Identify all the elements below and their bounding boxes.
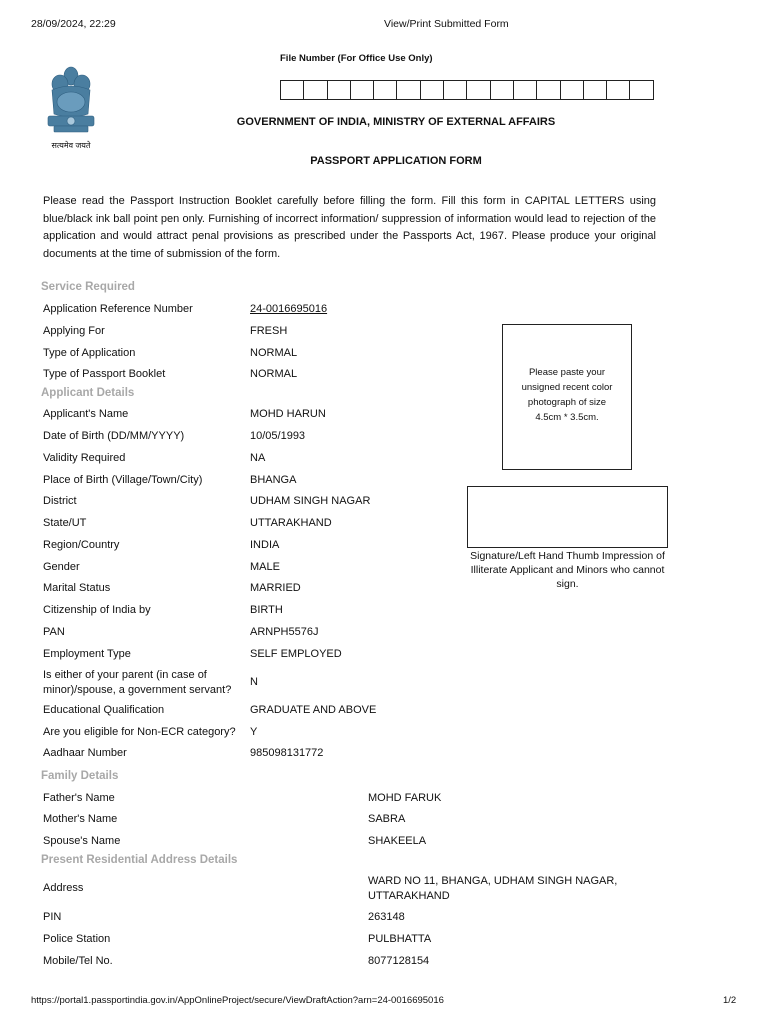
file-number-box xyxy=(420,80,444,100)
file-number-box xyxy=(350,80,374,100)
file-number-box xyxy=(536,80,560,100)
label-citizenship: Citizenship of India by xyxy=(43,604,151,616)
file-number-box xyxy=(606,80,630,100)
file-number-box xyxy=(490,80,514,100)
value-date-of-birth: 10/05/1993 xyxy=(250,430,306,442)
value-region-country: INDIA xyxy=(250,539,280,551)
form-title: PASSPORT APPLICATION FORM xyxy=(310,155,482,167)
label-parent-govt-servant: Is either of your parent (in case of minor)/spouse, a government servant? xyxy=(43,669,232,696)
label-validity-required: Validity Required xyxy=(43,452,126,464)
label-marital-status: Marital Status xyxy=(43,582,111,594)
value-mobile: 8077128154 xyxy=(368,955,430,967)
section-applicant-details: Applicant Details xyxy=(41,387,135,399)
label-non-ecr: Are you eligible for Non-ECR category? xyxy=(43,726,236,738)
file-number-box xyxy=(373,80,397,100)
instructions-paragraph: Please read the Passport Instruction Booklet carefully before filling the form. Fill this form in CAPITAL LETTERS using blue/black ink ball point pen only. Furnishing of incorrect information/ suppression of information would lead to rejection of the application and would attract penal provisions as prescribed under the Passports Act, 1967. Please produce your original documents at the time of submission of the form. xyxy=(43,195,656,260)
value-aadhaar: 985098131772 xyxy=(250,747,324,759)
file-number-boxes xyxy=(280,80,654,100)
value-marital-status: MARRIED xyxy=(250,582,301,594)
label-employment-type: Employment Type xyxy=(43,648,131,660)
label-passport-booklet: Type of Passport Booklet xyxy=(43,368,166,380)
value-place-of-birth: BHANGA xyxy=(250,474,297,486)
file-number-box xyxy=(327,80,351,100)
file-number-box xyxy=(280,80,304,100)
value-application-reference: 24-0016695016 xyxy=(250,303,328,315)
file-number-box xyxy=(396,80,420,100)
file-number-box xyxy=(583,80,607,100)
value-validity-required: NA xyxy=(250,452,266,464)
footer-url: https://portal1.passportindia.gov.in/AppOnlineProject/secure/ViewDraftAction?arn=24-0016695016 xyxy=(31,995,444,1006)
label-mother-name: Mother's Name xyxy=(43,813,118,825)
value-district: UDHAM SINGH NAGAR xyxy=(250,495,371,507)
photo-box-instruction: Please paste your unsigned recent color photograph of size 4.5cm * 3.5cm. xyxy=(521,367,613,423)
file-number-box xyxy=(466,80,490,100)
file-number-box xyxy=(629,80,653,100)
label-spouse-name: Spouse's Name xyxy=(43,835,121,847)
value-gender: MALE xyxy=(250,561,280,573)
print-title: View/Print Submitted Form xyxy=(384,18,509,30)
label-district: District xyxy=(43,495,77,507)
national-emblem-logo xyxy=(38,62,104,154)
value-police-station: PULBHATTA xyxy=(368,933,432,945)
value-pin: 263148 xyxy=(368,911,405,923)
label-address: Address xyxy=(43,882,84,894)
section-family-details: Family Details xyxy=(41,770,119,782)
label-pin: PIN xyxy=(43,911,62,923)
file-number-box xyxy=(303,80,327,100)
value-address: WARD NO 11, BHANGA, UDHAM SINGH NAGAR, UTTARAKHAND xyxy=(368,875,618,902)
label-applying-for: Applying For xyxy=(43,325,105,337)
label-aadhaar: Aadhaar Number xyxy=(43,747,127,759)
file-number-label: File Number (For Office Use Only) xyxy=(280,53,433,64)
value-mother-name: SABRA xyxy=(368,813,406,825)
label-state: State/UT xyxy=(43,517,87,529)
value-educational-qualification: GRADUATE AND ABOVE xyxy=(250,704,377,716)
signature-box xyxy=(467,486,668,548)
emblem-motto: सत्यमेव जयते xyxy=(51,141,91,150)
file-number-box xyxy=(513,80,537,100)
value-spouse-name: SHAKEELA xyxy=(368,835,427,847)
label-date-of-birth: Date of Birth (DD/MM/YYYY) xyxy=(43,430,185,442)
value-pan: ARNPH5576J xyxy=(250,626,319,638)
value-non-ecr: Y xyxy=(250,726,258,738)
government-title: GOVERNMENT OF INDIA, MINISTRY OF EXTERNAL AFFAIRS xyxy=(236,116,556,128)
label-mobile: Mobile/Tel No. xyxy=(43,955,113,967)
signature-caption: Signature/Left Hand Thumb Impression of Illiterate Applicant and Minors who cannot sign. xyxy=(470,550,665,590)
value-father-name: MOHD FARUK xyxy=(368,792,442,804)
label-region-country: Region/Country xyxy=(43,539,120,551)
label-applicant-name: Applicant's Name xyxy=(43,408,129,420)
file-number-box xyxy=(443,80,467,100)
label-educational-qualification: Educational Qualification xyxy=(43,704,165,716)
section-service-required: Service Required xyxy=(41,281,135,293)
label-application-reference: Application Reference Number xyxy=(43,303,193,315)
label-pan: PAN xyxy=(43,626,65,638)
value-type-of-application: NORMAL xyxy=(250,347,298,359)
value-applying-for: FRESH xyxy=(250,325,288,337)
label-place-of-birth: Place of Birth (Village/Town/City) xyxy=(43,474,203,486)
label-father-name: Father's Name xyxy=(43,792,115,804)
value-applicant-name: MOHD HARUN xyxy=(250,408,326,420)
label-police-station: Police Station xyxy=(43,933,111,945)
value-state: UTTARAKHAND xyxy=(250,517,332,529)
value-passport-booklet: NORMAL xyxy=(250,368,298,380)
value-citizenship: BIRTH xyxy=(250,604,283,616)
label-type-of-application: Type of Application xyxy=(43,347,136,359)
value-employment-type: SELF EMPLOYED xyxy=(250,648,342,660)
value-parent-govt-servant: N xyxy=(250,676,258,688)
label-gender: Gender xyxy=(43,561,80,573)
file-number-box xyxy=(560,80,584,100)
section-address-details: Present Residential Address Details xyxy=(41,854,238,866)
print-date: 28/09/2024, 22:29 xyxy=(31,18,116,30)
page-number: 1/2 xyxy=(723,995,737,1006)
